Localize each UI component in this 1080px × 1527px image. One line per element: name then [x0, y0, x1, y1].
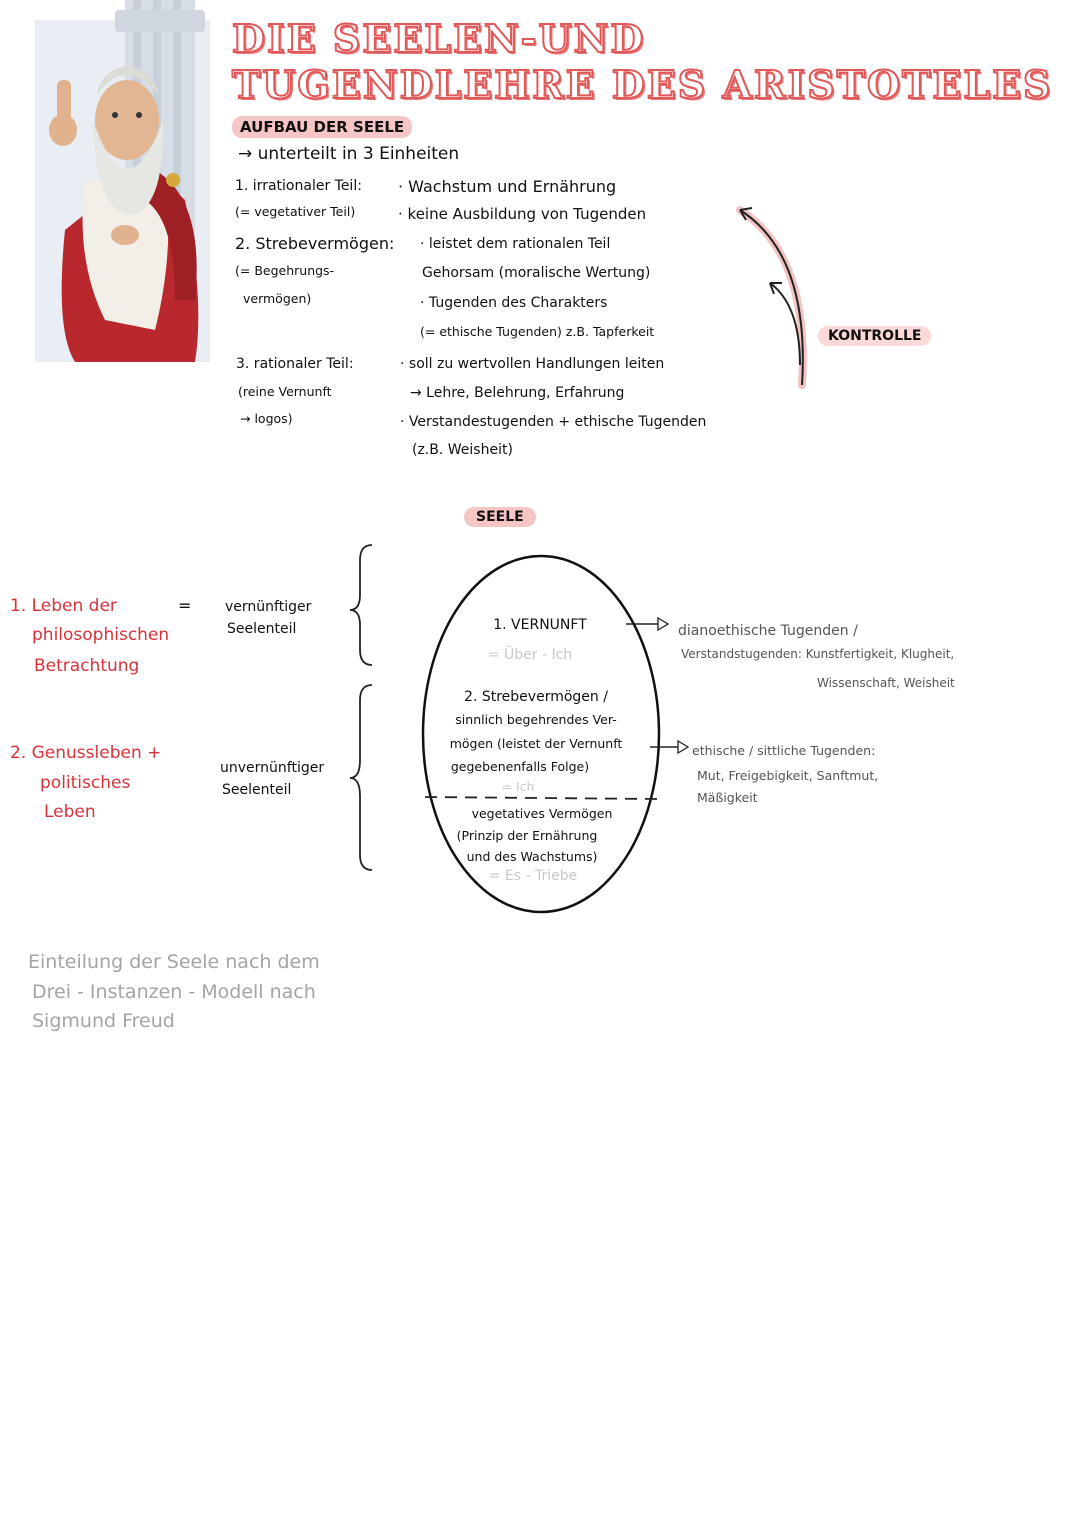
part3-point-2: → Lehre, Belehrung, Erfahrung [410, 385, 625, 401]
ethical-line-2: Mut, Freigebigkeit, Sanftmut, [697, 768, 879, 783]
note-line-2: Drei - Instanzen - Modell nach [32, 981, 316, 1003]
streben-line-2: sinnlich begehrendes Ver- [455, 712, 617, 727]
irrational-part-2: Seelenteil [222, 782, 292, 798]
part1-point-2: · keine Ausbildung von Tugenden [398, 205, 647, 223]
seele-label: SEELE [464, 507, 536, 527]
part2-point-3: · Tugenden des Charakters [420, 295, 608, 311]
life2-line-3: Leben [44, 802, 96, 822]
part1-name: 1. irrationaler Teil: [235, 178, 362, 194]
arrow-ethical [648, 739, 690, 755]
note-line-1: Einteilung der Seele nach dem [28, 951, 320, 973]
rational-part-2: Seelenteil [227, 621, 297, 637]
vegetativ-freud: = Es - Triebe [488, 868, 578, 884]
streben-freud: = Ich [501, 779, 535, 794]
part2-alias-2: vermögen) [243, 291, 312, 306]
dianoetic-line-1: dianoethische Tugenden / [678, 623, 858, 639]
part2-name: 2. Strebevermögen: [235, 234, 395, 253]
vegetativ-line-2: (Prinzip der Ernährung [456, 828, 598, 843]
part2-point-1: · leistet dem rationalen Teil [420, 236, 611, 252]
title-line-2: TUGENDLEHRE DES ARISTOTELES [232, 62, 1053, 107]
life1-equals: = [178, 596, 192, 615]
life1-line-2: philosophischen [32, 625, 170, 645]
streben-line-1: 2. Strebevermögen / [464, 689, 608, 705]
part3-point-4: (z.B. Weisheit) [412, 442, 513, 458]
part1-alias: (= vegetativer Teil) [235, 204, 356, 219]
aufbau-intro: → unterteilt in 3 Einheiten [238, 144, 460, 164]
life2-line-1: 2. Genussleben + [10, 743, 162, 763]
life1-line-1: 1. Leben der [10, 596, 117, 616]
braces [340, 540, 380, 880]
vernunft-label: 1. VERNUNFT [493, 617, 587, 633]
kontrolle-wrap [818, 325, 931, 344]
life2-line-2: politisches [40, 773, 131, 793]
part2-point-4: (= ethische Tugenden) z.B. Tapferkeit [420, 324, 655, 339]
kontrolle-label: KONTROLLE [818, 326, 931, 346]
soul-oval [420, 550, 670, 920]
note-line-3: Sigmund Freud [32, 1010, 175, 1032]
irrational-part-1: unvernünftiger [220, 760, 325, 776]
ethical-line-1: ethische / sittliche Tugenden: [692, 743, 876, 758]
kontrolle-arrows [730, 195, 830, 395]
ethical-line-3: Mäßigkeit [697, 790, 758, 805]
part3-point-3: · Verstandestugenden + ethische Tugenden [400, 414, 707, 430]
rational-part-1: vernünftiger [225, 599, 312, 615]
vegetativ-line-3: und des Wachstums) [466, 849, 598, 864]
aufbau-heading: AUFBAU DER SEELE [232, 116, 412, 138]
vernunft-freud: = Über - Ich [487, 647, 573, 663]
part3-alias-1: (reine Vernunft [238, 384, 332, 399]
part3-point-1: · soll zu wertvollen Handlungen leiten [400, 356, 665, 372]
streben-line-4: gegebenenfalls Folge) [450, 759, 590, 774]
part2-point-2: Gehorsam (moralische Wertung) [422, 265, 651, 281]
seele-label-wrap [464, 506, 536, 525]
title-line-1: DIE SEELEN-UND [232, 16, 646, 61]
dianoetic-line-2: Verstandstugenden: Kunstfertigkeit, Klugheit, [681, 647, 955, 661]
dianoetic-line-3: Wissenschaft, Weisheit [817, 676, 955, 690]
part1-point-1: · Wachstum und Ernährung [398, 177, 617, 196]
vegetativ-line-1: vegetatives Vermögen [471, 806, 613, 821]
streben-line-3: mögen (leistet der Vernunft [449, 736, 623, 751]
aristotle-illustration [35, 0, 210, 362]
aufbau-heading-wrap [232, 117, 412, 136]
part3-name: 3. rationaler Teil: [236, 356, 354, 372]
part2-alias-1: (= Begehrungs- [235, 263, 335, 278]
arrow-dianoetic [624, 616, 670, 632]
part3-alias-2: → logos) [240, 411, 293, 426]
life1-line-3: Betrachtung [34, 656, 140, 676]
